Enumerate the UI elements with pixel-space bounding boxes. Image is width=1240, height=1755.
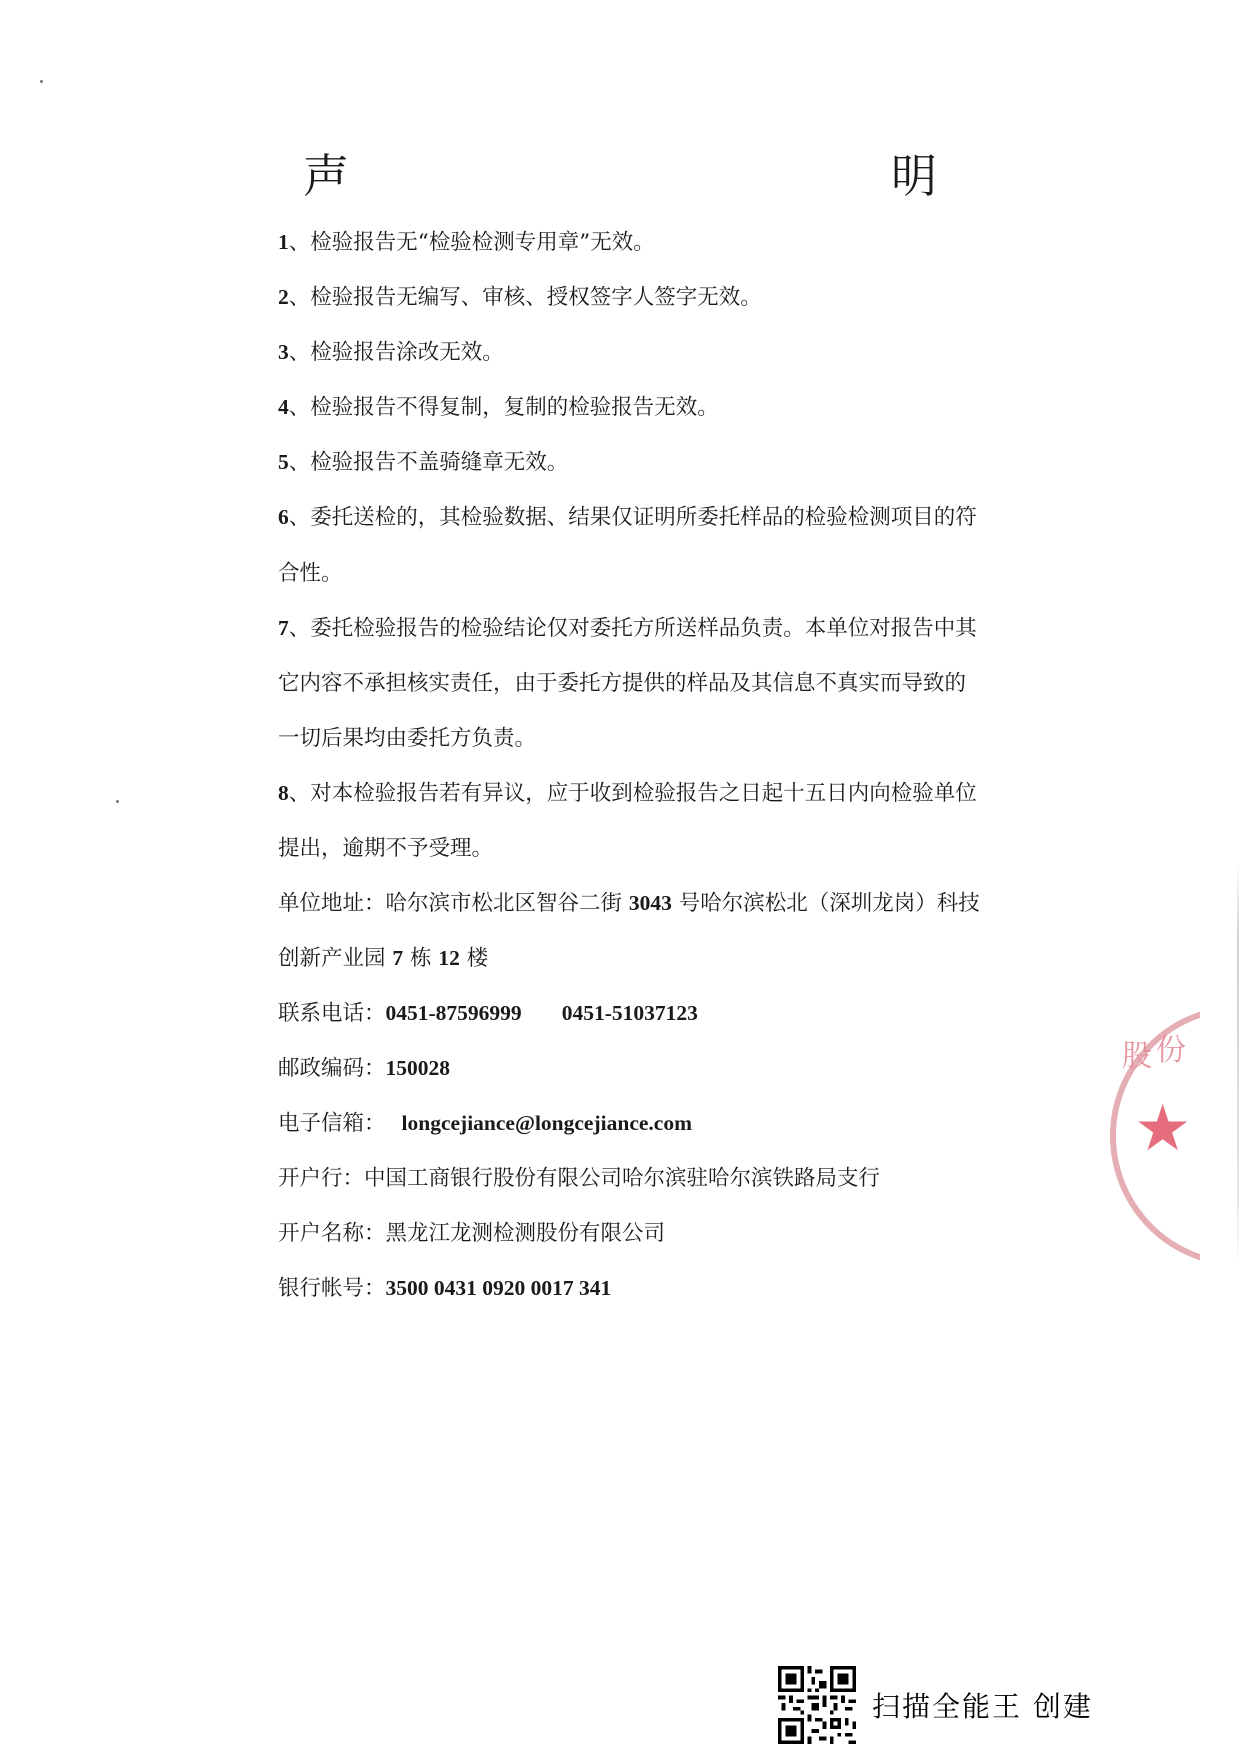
statement-number: 2 <box>278 285 289 309</box>
statement-7 <box>278 618 977 640</box>
address-park: 创新产业园 <box>278 946 386 971</box>
statement-text: 、对本检验报告若有异议，应于收到检验报告之日起十五日内向检验单位 <box>288 781 977 806</box>
statement-7-continuation: 一切后果均由委托方负责。 <box>278 726 537 751</box>
postal-line <box>278 1058 450 1080</box>
address-floor-number: 12 <box>438 946 460 970</box>
statement-number: 7 <box>278 616 289 640</box>
page-title: 声 明 <box>303 149 1087 203</box>
phone-line <box>278 1003 698 1025</box>
statement-4 <box>278 397 719 419</box>
address-line-1 <box>278 893 980 915</box>
account-label: 银行帐号： <box>278 1276 386 1301</box>
statement-number: 8 <box>278 781 289 805</box>
account-name-line: 开户名称：黑龙江龙测检测股份有限公司 <box>278 1221 666 1246</box>
statement-5 <box>278 452 568 474</box>
statement-text: 、检验报告无编写、审核、授权签字人签字无效。 <box>288 285 762 310</box>
bank-line: 开户行：中国工商银行股份有限公司哈尔滨驻哈尔滨铁路局支行 <box>278 1166 881 1191</box>
address-line-2 <box>278 948 488 970</box>
scanner-credit-text: 扫描全能王 创建 <box>872 1690 1093 1723</box>
account-number: 3500 0431 0920 0017 341 <box>385 1276 612 1300</box>
statement-2 <box>278 287 762 309</box>
statement-6-continuation: 合性。 <box>278 561 343 586</box>
address-number: 3043 <box>628 891 672 915</box>
address-floor-unit: 楼 <box>466 946 489 971</box>
company-seal-partial <box>1100 985 1200 1285</box>
account-number-line <box>278 1278 611 1300</box>
seal-char: 股 <box>1122 1039 1152 1074</box>
statement-text: 、检验报告无“检验检测专用章”无效。 <box>288 230 655 255</box>
address-building-number: 7 <box>392 946 404 970</box>
scan-edge-shadow <box>1237 860 1239 1270</box>
statement-7-continuation: 它内容不承担核实责任，由于委托方提供的样品及其信息不真实而导致的 <box>278 671 967 696</box>
address-label: 单位地址：哈尔滨市松北区智谷二街 <box>278 891 623 916</box>
postal-label: 邮政编码： <box>278 1056 386 1081</box>
seal-star-icon: ★ <box>1134 1092 1192 1166</box>
statement-8 <box>278 783 977 805</box>
statement-text: 、委托送检的，其检验数据、结果仅证明所委托样品的检验检测项目的符 <box>288 505 977 530</box>
statement-number: 5 <box>278 450 289 474</box>
statement-number: 6 <box>278 505 289 529</box>
email-line <box>278 1113 692 1135</box>
statement-text: 、检验报告不盖骑缝章无效。 <box>288 450 569 475</box>
statement-text: 、检验报告涂改无效。 <box>288 340 504 365</box>
statement-text: 、检验报告不得复制，复制的检验报告无效。 <box>288 395 719 420</box>
seal-char: 份 <box>1156 1033 1186 1068</box>
scan-speck <box>40 80 43 83</box>
statement-text: 、委托检验报告的检验结论仅对委托方所送样品负责。本单位对报告中其 <box>288 616 977 641</box>
statement-6 <box>278 507 977 529</box>
address-building-unit: 栋 <box>409 946 432 971</box>
statement-number: 1 <box>278 230 289 254</box>
phone-number-1: 0451-87596999 <box>385 1001 522 1025</box>
email-label: 电子信箱： <box>278 1111 386 1136</box>
phone-number-2: 0451-51037123 <box>561 1001 698 1025</box>
statement-8-continuation: 提出，逾期不予受理。 <box>278 836 494 861</box>
phone-label: 联系电话： <box>278 1001 386 1026</box>
qr-code-icon <box>778 1666 856 1744</box>
postal-code: 150028 <box>385 1056 451 1080</box>
email-address: longcejiance@longcejiance.com <box>401 1111 692 1135</box>
address-rest: 号哈尔滨松北（深圳龙岗）科技 <box>678 891 980 916</box>
scanner-watermark <box>778 1665 1093 1745</box>
statement-3 <box>278 342 504 364</box>
statement-number: 3 <box>278 340 289 364</box>
statement-1 <box>278 232 655 254</box>
scan-speck <box>116 800 119 803</box>
statement-number: 4 <box>278 395 289 419</box>
